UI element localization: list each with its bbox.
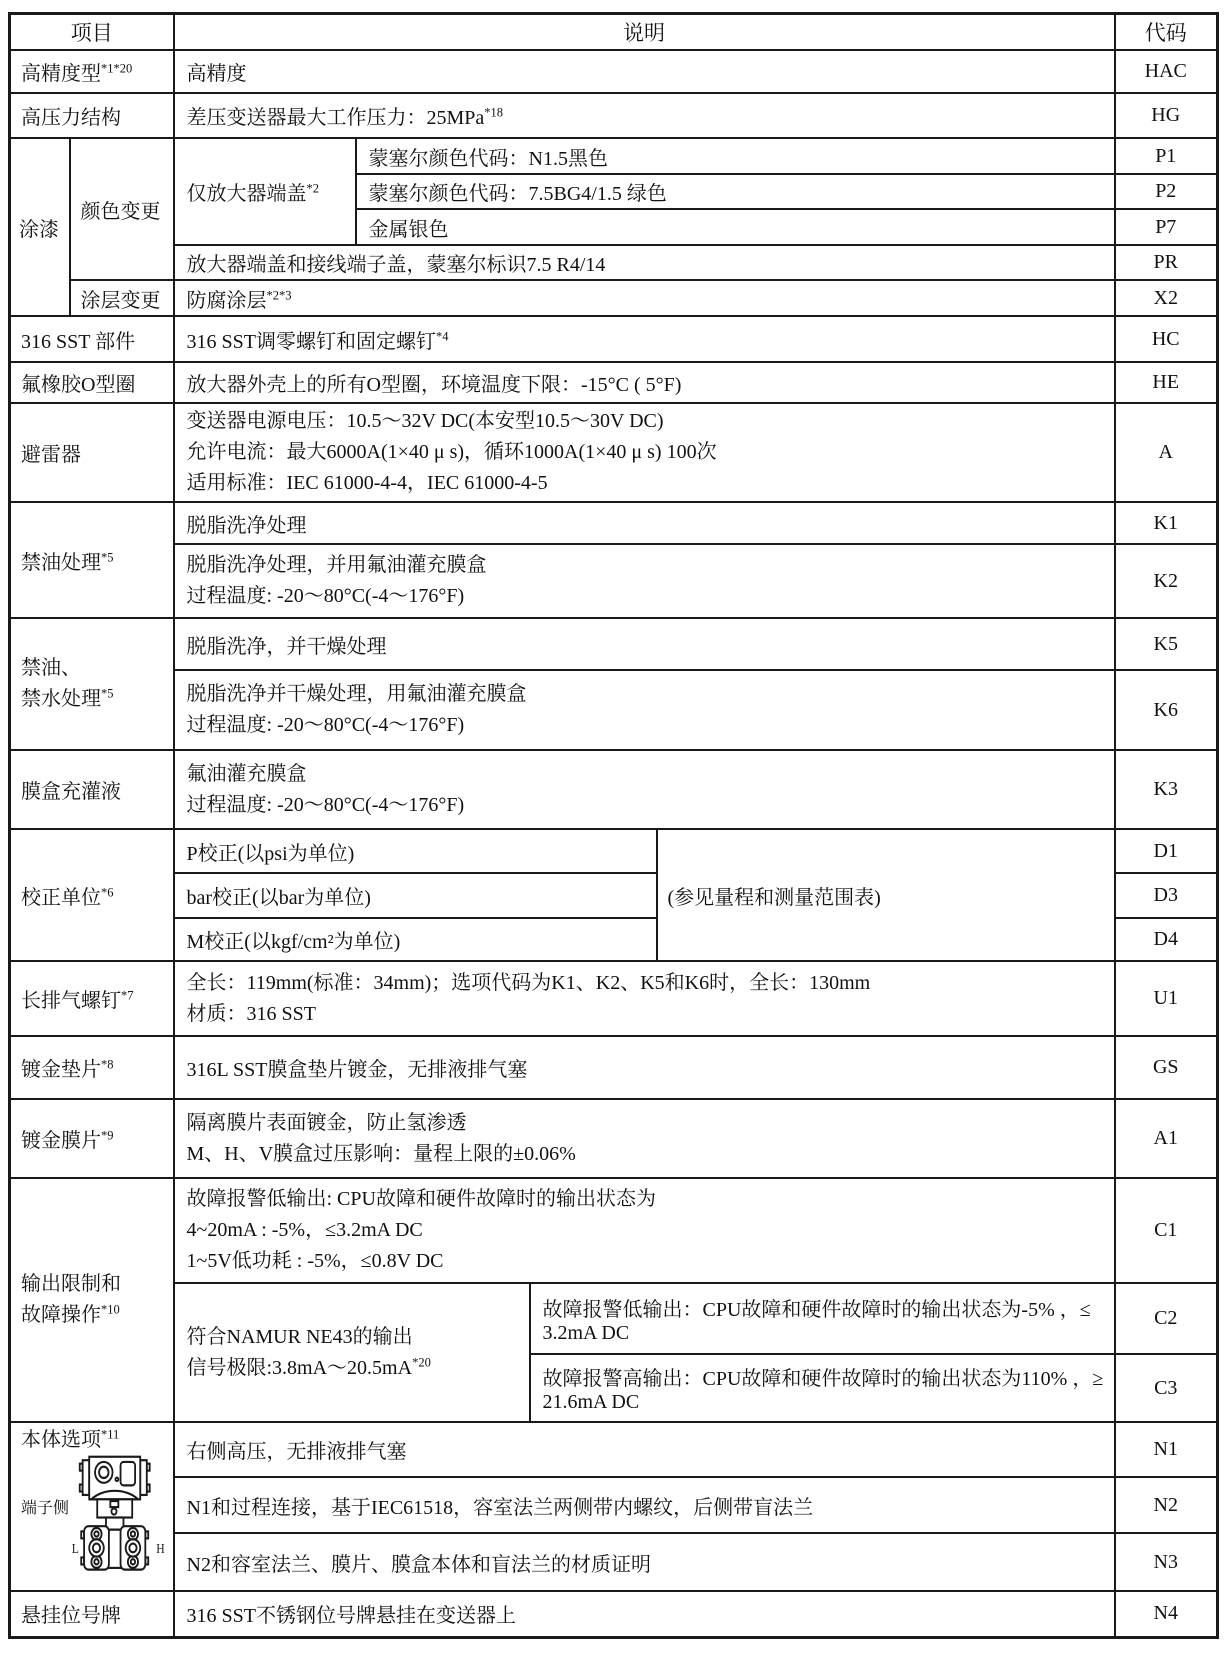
hc-desc-cell — [174, 316, 1115, 362]
arrester-line-3: 适用标准：IEC 61000-4-4，IEC 61000-4-5 — [186, 472, 548, 494]
p1-code-cell: P1 — [1115, 138, 1218, 174]
a1-line-2: M、H、V膜盒过压影响：量程上限的±0.06% — [186, 1142, 576, 1165]
low-side-label: L — [71, 1541, 79, 1557]
c1-code-cell: C1 — [1115, 1178, 1218, 1283]
arrester-item-cell: 避雷器 — [10, 403, 174, 502]
d4-code-cell: D4 — [1115, 918, 1218, 961]
amp-cover-sup: *2 — [306, 181, 319, 196]
hg-desc-cell — [174, 93, 1115, 138]
row-n2 — [10, 1477, 1218, 1533]
vent-screw-item-cell — [10, 961, 174, 1036]
gold-gasket-item-text: 镀金垫片 — [21, 1059, 101, 1081]
gold-gasket-item-cell — [10, 1036, 174, 1099]
oil-free-item-text: 禁油处理 — [21, 551, 101, 574]
a1-code-cell: A1 — [1115, 1099, 1218, 1178]
row-n1 — [10, 1422, 1218, 1477]
gold-diaphragm-item-sup: *9 — [101, 1128, 114, 1143]
p2-desc-cell: 蒙塞尔颜色代码：7.5BG4/1.5 绿色 — [356, 174, 1115, 209]
row-c2 — [10, 1283, 1218, 1354]
x2-code-cell: X2 — [1115, 280, 1218, 316]
row-k2 — [10, 544, 1218, 618]
output-limit-sup: *10 — [101, 1302, 120, 1317]
oil-free-item-sup: *5 — [101, 549, 114, 564]
k3-line-2: 过程温度: -20～80°C(-4～176°F) — [186, 793, 465, 816]
k5-code-cell: K5 — [1115, 618, 1218, 670]
output-limit-line-2: 故障操作 — [21, 1304, 101, 1326]
n4-code-cell: N4 — [1115, 1591, 1218, 1637]
hg-item-cell: 高压力结构 — [10, 93, 174, 138]
vent-screw-item-text: 长排气螺钉 — [21, 990, 121, 1012]
transmitter-diagram — [71, 1455, 173, 1587]
transmitter-diagram-wrap — [21, 1455, 165, 1587]
d4-desc-cell: M校正(以kgf/cm²为单位) — [174, 918, 657, 961]
c1-desc-cell — [174, 1178, 1115, 1283]
row-c1 — [10, 1178, 1218, 1283]
n2-desc-cell: N1和过程连接，基于IEC61518，容室法兰两侧带内螺纹，后侧带盲法兰 — [174, 1477, 1115, 1533]
he-desc-cell: 放大器外壳上的所有O型圈，环境温度下限：-15°C ( 5°F) — [174, 362, 1115, 403]
p1-desc-cell: 蒙塞尔颜色代码：N1.5黑色 — [356, 138, 1115, 174]
hc-desc-sup: *4 — [435, 328, 449, 343]
namur-line-2: 信号极限:3.8mA～20.5mA — [186, 1356, 413, 1379]
cal-unit-item-cell — [10, 829, 174, 961]
oring-item-cell: 氟橡胶O型圈 — [10, 362, 174, 403]
fill-fluid-item-cell: 膜盒充灌液 — [10, 750, 174, 829]
c1-line-2: 4~20mA : -5%，≤3.2mA DC — [186, 1219, 423, 1241]
namur-cell — [174, 1283, 530, 1422]
header-item: 项目 — [10, 14, 174, 51]
oil-water-free-line-2: 禁水处理 — [21, 688, 101, 710]
row-k1 — [10, 502, 1218, 544]
row-k5 — [10, 618, 1218, 670]
n3-code-cell: N3 — [1115, 1533, 1218, 1591]
row-a1 — [10, 1099, 1218, 1178]
u1-desc-cell — [174, 961, 1115, 1036]
oil-water-free-sup: *5 — [101, 686, 114, 701]
k6-desc-cell — [174, 670, 1115, 750]
hg-desc-sup: *18 — [484, 105, 504, 120]
row-gs — [10, 1036, 1218, 1099]
k3-code-cell: K3 — [1115, 750, 1218, 829]
gold-gasket-item-sup: *8 — [101, 1057, 114, 1072]
k3-desc-cell — [174, 750, 1115, 829]
oil-free-item-cell — [10, 502, 174, 618]
header-row — [10, 14, 1218, 51]
row-hac — [10, 50, 1218, 93]
k6-line-1: 脱脂洗净并干燥处理，用氟油灌充膜盒 — [186, 683, 527, 705]
terminal-side-label: 端子侧 — [21, 1500, 70, 1517]
d1-code-cell: D1 — [1115, 829, 1218, 873]
oil-water-free-line-1: 禁油、 — [21, 657, 81, 679]
c1-line-3: 1~5V低功耗 : -5%，≤0.8V DC — [186, 1250, 444, 1272]
c1-line-1: 故障报警低输出: CPU故障和硬件故障时的输出状态为 — [186, 1188, 656, 1210]
row-hg — [10, 93, 1218, 138]
k1-code-cell: K1 — [1115, 502, 1218, 544]
d3-code-cell: D3 — [1115, 873, 1218, 918]
row-x2 — [10, 280, 1218, 316]
hac-desc-cell: 高精度 — [174, 50, 1115, 93]
d1-desc-cell: P校正(以psi为单位) — [174, 829, 657, 873]
amp-cover-text: 仅放大器端盖 — [186, 183, 307, 205]
arrester-code-cell: A — [1115, 403, 1218, 502]
k2-desc-cell — [174, 544, 1115, 618]
x2-desc-sup: *2*3 — [266, 287, 292, 302]
p2-code-cell: P2 — [1115, 174, 1218, 209]
arrester-desc-cell — [174, 403, 1115, 502]
hc-code-cell: HC — [1115, 316, 1218, 362]
hg-desc-text: 差压变送器最大工作压力：25MPa — [186, 107, 485, 129]
row-k3 — [10, 750, 1218, 829]
paint-group-cell: 涂漆 — [10, 138, 70, 316]
k2-code-cell: K2 — [1115, 544, 1218, 618]
hac-item-label: 高精度型 — [21, 63, 101, 85]
k2-line-1: 脱脂洗净处理，并用氟油灌充膜盒 — [186, 554, 487, 576]
p7-desc-cell: 金属银色 — [356, 209, 1115, 245]
arrester-line-1: 变送器电源电压：10.5～32V DC(本安型10.5～30V DC) — [186, 410, 664, 432]
c3-code-cell: C3 — [1115, 1354, 1218, 1422]
oil-water-free-item-cell — [10, 618, 174, 750]
option-spec-table — [8, 12, 1219, 1639]
cal-unit-item-sup: *6 — [101, 884, 114, 899]
k6-code-cell: K6 — [1115, 670, 1218, 750]
hac-item-sup: *1*20 — [101, 61, 133, 76]
row-n4 — [10, 1591, 1218, 1637]
gold-diaphragm-item-cell — [10, 1099, 174, 1178]
paint-coating-change-cell: 涂层变更 — [70, 280, 174, 316]
namur-line-1: 符合NAMUR NE43的输出 — [186, 1325, 413, 1348]
c2-desc-cell: 故障报警低输出：CPU故障和硬件故障时的输出状态为-5% ，≤ 3.2mA DC — [530, 1283, 1115, 1354]
row-arrester — [10, 403, 1218, 502]
row-k6 — [10, 670, 1218, 750]
sst-parts-item-cell: 316 SST 部件 — [10, 316, 174, 362]
k1-desc-cell: 脱脂洗净处理 — [174, 502, 1115, 544]
x2-desc-text: 防腐涂层 — [186, 289, 267, 312]
row-d1 — [10, 829, 1218, 873]
u1-line-1: 全长：119mm(标准：34mm)；选项代码为K1、K2、K5和K6时，全长：130mm — [186, 971, 871, 994]
row-pr — [10, 245, 1218, 280]
row-n3 — [10, 1533, 1218, 1591]
k2-line-2: 过程温度: -20～80°C(-4～176°F) — [186, 585, 465, 607]
gs-desc-cell: 316L SST膜盒垫片镀金，无排液排气塞 — [174, 1036, 1115, 1099]
hac-item-cell — [10, 50, 174, 93]
k5-desc-cell: 脱脂洗净，并干燥处理 — [174, 618, 1115, 670]
p7-code-cell: P7 — [1115, 209, 1218, 245]
arrester-line-2: 允许电流：最大6000A(1×40 μ s)，循环1000A(1×40 μ s) 100次 — [186, 441, 717, 463]
output-limit-line-1: 输出限制和 — [21, 1273, 121, 1295]
body-option-item-cell — [10, 1422, 174, 1591]
n1-desc-cell: 右侧高压，无排液排气塞 — [174, 1422, 1115, 1477]
a1-desc-cell — [174, 1099, 1115, 1178]
gold-diaphragm-item-text: 镀金膜片 — [21, 1130, 101, 1152]
body-option-item-sup: *11 — [101, 1427, 120, 1442]
pr-code-cell: PR — [1115, 245, 1218, 280]
c2-code-cell: C2 — [1115, 1283, 1218, 1354]
u1-line-2: 材质：316 SST — [186, 1002, 316, 1025]
cal-unit-note-cell: (参见量程和测量范围表) — [657, 829, 1115, 961]
vent-screw-item-sup: *7 — [121, 988, 134, 1003]
n3-desc-cell: N2和容室法兰、膜片、膜盒本体和盲法兰的材质证明 — [174, 1533, 1115, 1591]
tag-plate-item-cell: 悬挂位号牌 — [10, 1591, 174, 1637]
gs-code-cell: GS — [1115, 1036, 1218, 1099]
header-description: 说明 — [174, 14, 1115, 51]
paint-amp-cover-cell — [174, 138, 356, 245]
namur-sup: *20 — [412, 1354, 431, 1369]
x2-desc-cell — [174, 280, 1115, 316]
paint-color-change-cell: 颜色变更 — [70, 138, 174, 280]
n1-code-cell: N1 — [1115, 1422, 1218, 1477]
a1-line-1: 隔离膜片表面镀金，防止氢渗透 — [186, 1111, 467, 1134]
row-u1 — [10, 961, 1218, 1036]
he-code-cell: HE — [1115, 362, 1218, 403]
u1-code-cell: U1 — [1115, 961, 1218, 1036]
row-p1 — [10, 138, 1218, 174]
cal-unit-item-text: 校正单位 — [21, 886, 101, 909]
hc-desc-text: 316 SST调零螺钉和固定螺钉 — [186, 330, 436, 353]
body-option-item-text: 本体选项 — [21, 1429, 101, 1451]
hg-code-cell: HG — [1115, 93, 1218, 138]
n2-code-cell: N2 — [1115, 1477, 1218, 1533]
row-he — [10, 362, 1218, 403]
k3-line-1: 氟油灌充膜盒 — [186, 762, 307, 785]
row-hc — [10, 316, 1218, 362]
high-side-label: H — [156, 1541, 165, 1557]
output-limit-item-cell — [10, 1178, 174, 1422]
hac-code-cell: HAC — [1115, 50, 1218, 93]
k6-line-2: 过程温度: -20～80°C(-4～176°F) — [186, 714, 465, 736]
c3-desc-cell: 故障报警高输出：CPU故障和硬件故障时的输出状态为110% ，≥ 21.6mA DC — [530, 1354, 1115, 1422]
pr-desc-cell: 放大器端盖和接线端子盖，蒙塞尔标识7.5 R4/14 — [174, 245, 1115, 280]
header-code: 代码 — [1115, 14, 1218, 51]
d3-desc-cell: bar校正(以bar为单位) — [174, 873, 657, 918]
n4-desc-cell: 316 SST不锈钢位号牌悬挂在变送器上 — [174, 1591, 1115, 1637]
